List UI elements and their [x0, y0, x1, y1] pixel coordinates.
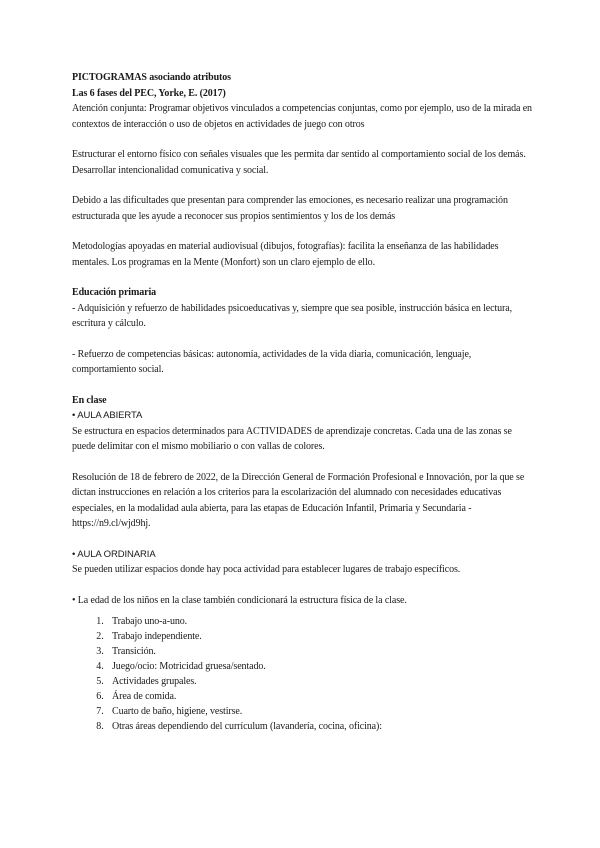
- list-item: 3. Transición.: [106, 644, 532, 659]
- aula-ordinaria-text: Se pueden utilizar espacios donde hay poca actividad para establecer lugares de trabajo específicos.: [72, 564, 461, 575]
- aula-abierta-text: Se estructura en espacios determinados para ACTIVIDADES de aprendizaje concretas. Cada una de las zonas se puede delimitar con el mismo mobiliario o con vallas de colores.: [72, 425, 512, 452]
- paragraph-metodologias: Metodologías apoyadas en material audiovisual (dibujos, fotografías): facilita la enseñanza de las habilidades mentales. Los programas en la Mente (Monfort) son un claro ejemplo de ello.: [72, 241, 499, 268]
- heading-primaria: Educación primaria: [72, 287, 157, 298]
- list-item: 4. Juego/ocio: Motricidad gruesa/sentado.: [106, 659, 532, 674]
- paragraph-edad: • La edad de los niños en la clase también condicionará la estructura física de la clase.: [72, 594, 407, 606]
- aula-ordinaria-title: • AULA ORDINARIA: [72, 548, 156, 560]
- paragraph-estructurar: Estructurar el entorno físico con señales visuales que les permita dar sentido al comportamiento social de los demás. Desarrollar intencionalidad comunicativa y social.: [72, 149, 526, 176]
- paragraph-resolucion: Resolución de 18 de febrero de 2022, de la Dirección General de Formación Profesional e Innovación, por la que se dictan instrucciones en relación a los criterios para la escolarización del alumnado con necesidades educativas especiales, en la modalidad aula abierta, para las etapas de Educación Infantil, Primaria y Secundaria - https://n9.cl/wjd9hj.: [72, 471, 525, 529]
- document-title: PICTOGRAMAS asociando atributos: [72, 72, 231, 83]
- paragraph-primaria-1: - Adquisición y refuerzo de habilidades psicoeducativas y, siempre que sea posible, instrucción básica en lectura, escritura y cálculo.: [72, 302, 513, 329]
- list-item: 8. Otras áreas dependiendo del currículum (lavandería, cocina, oficina):: [106, 719, 532, 734]
- paragraph-primaria-2: - Refuerzo de competencias básicas: autonomía, actividades de la vida diaria, comunicación, lenguaje, comportamiento social.: [72, 348, 472, 375]
- paragraph-atencion: Atención conjunta: Programar objetivos vinculados a competencias conjuntas, como por ejemplo, uso de la mirada en contextos de interacción o uso de objetos en actividades de juego con otros: [72, 103, 532, 130]
- paragraph-emociones: Debido a las dificultades que presentan para comprender las emociones, es necesario realizar una programación estructurada que les ayude a reconocer sus propios sentimientos y los de los demás: [72, 195, 508, 222]
- list-item: 6. Área de comida.: [106, 689, 532, 704]
- document-subtitle: Las 6 fases del PEC, Yorke, E. (2017): [72, 87, 226, 99]
- areas-list: [72, 614, 532, 734]
- list-item: 2. Trabajo independiente.: [106, 629, 532, 644]
- list-item: 5. Actividades grupales.: [106, 674, 532, 689]
- document-body: [72, 70, 532, 734]
- list-item: 1. Trabajo uno-a-uno.: [106, 614, 532, 629]
- aula-abierta-title: • AULA ABIERTA: [72, 410, 143, 421]
- list-item: 7. Cuarto de baño, higiene, vestirse.: [106, 704, 532, 719]
- heading-clase: En clase: [72, 394, 107, 406]
